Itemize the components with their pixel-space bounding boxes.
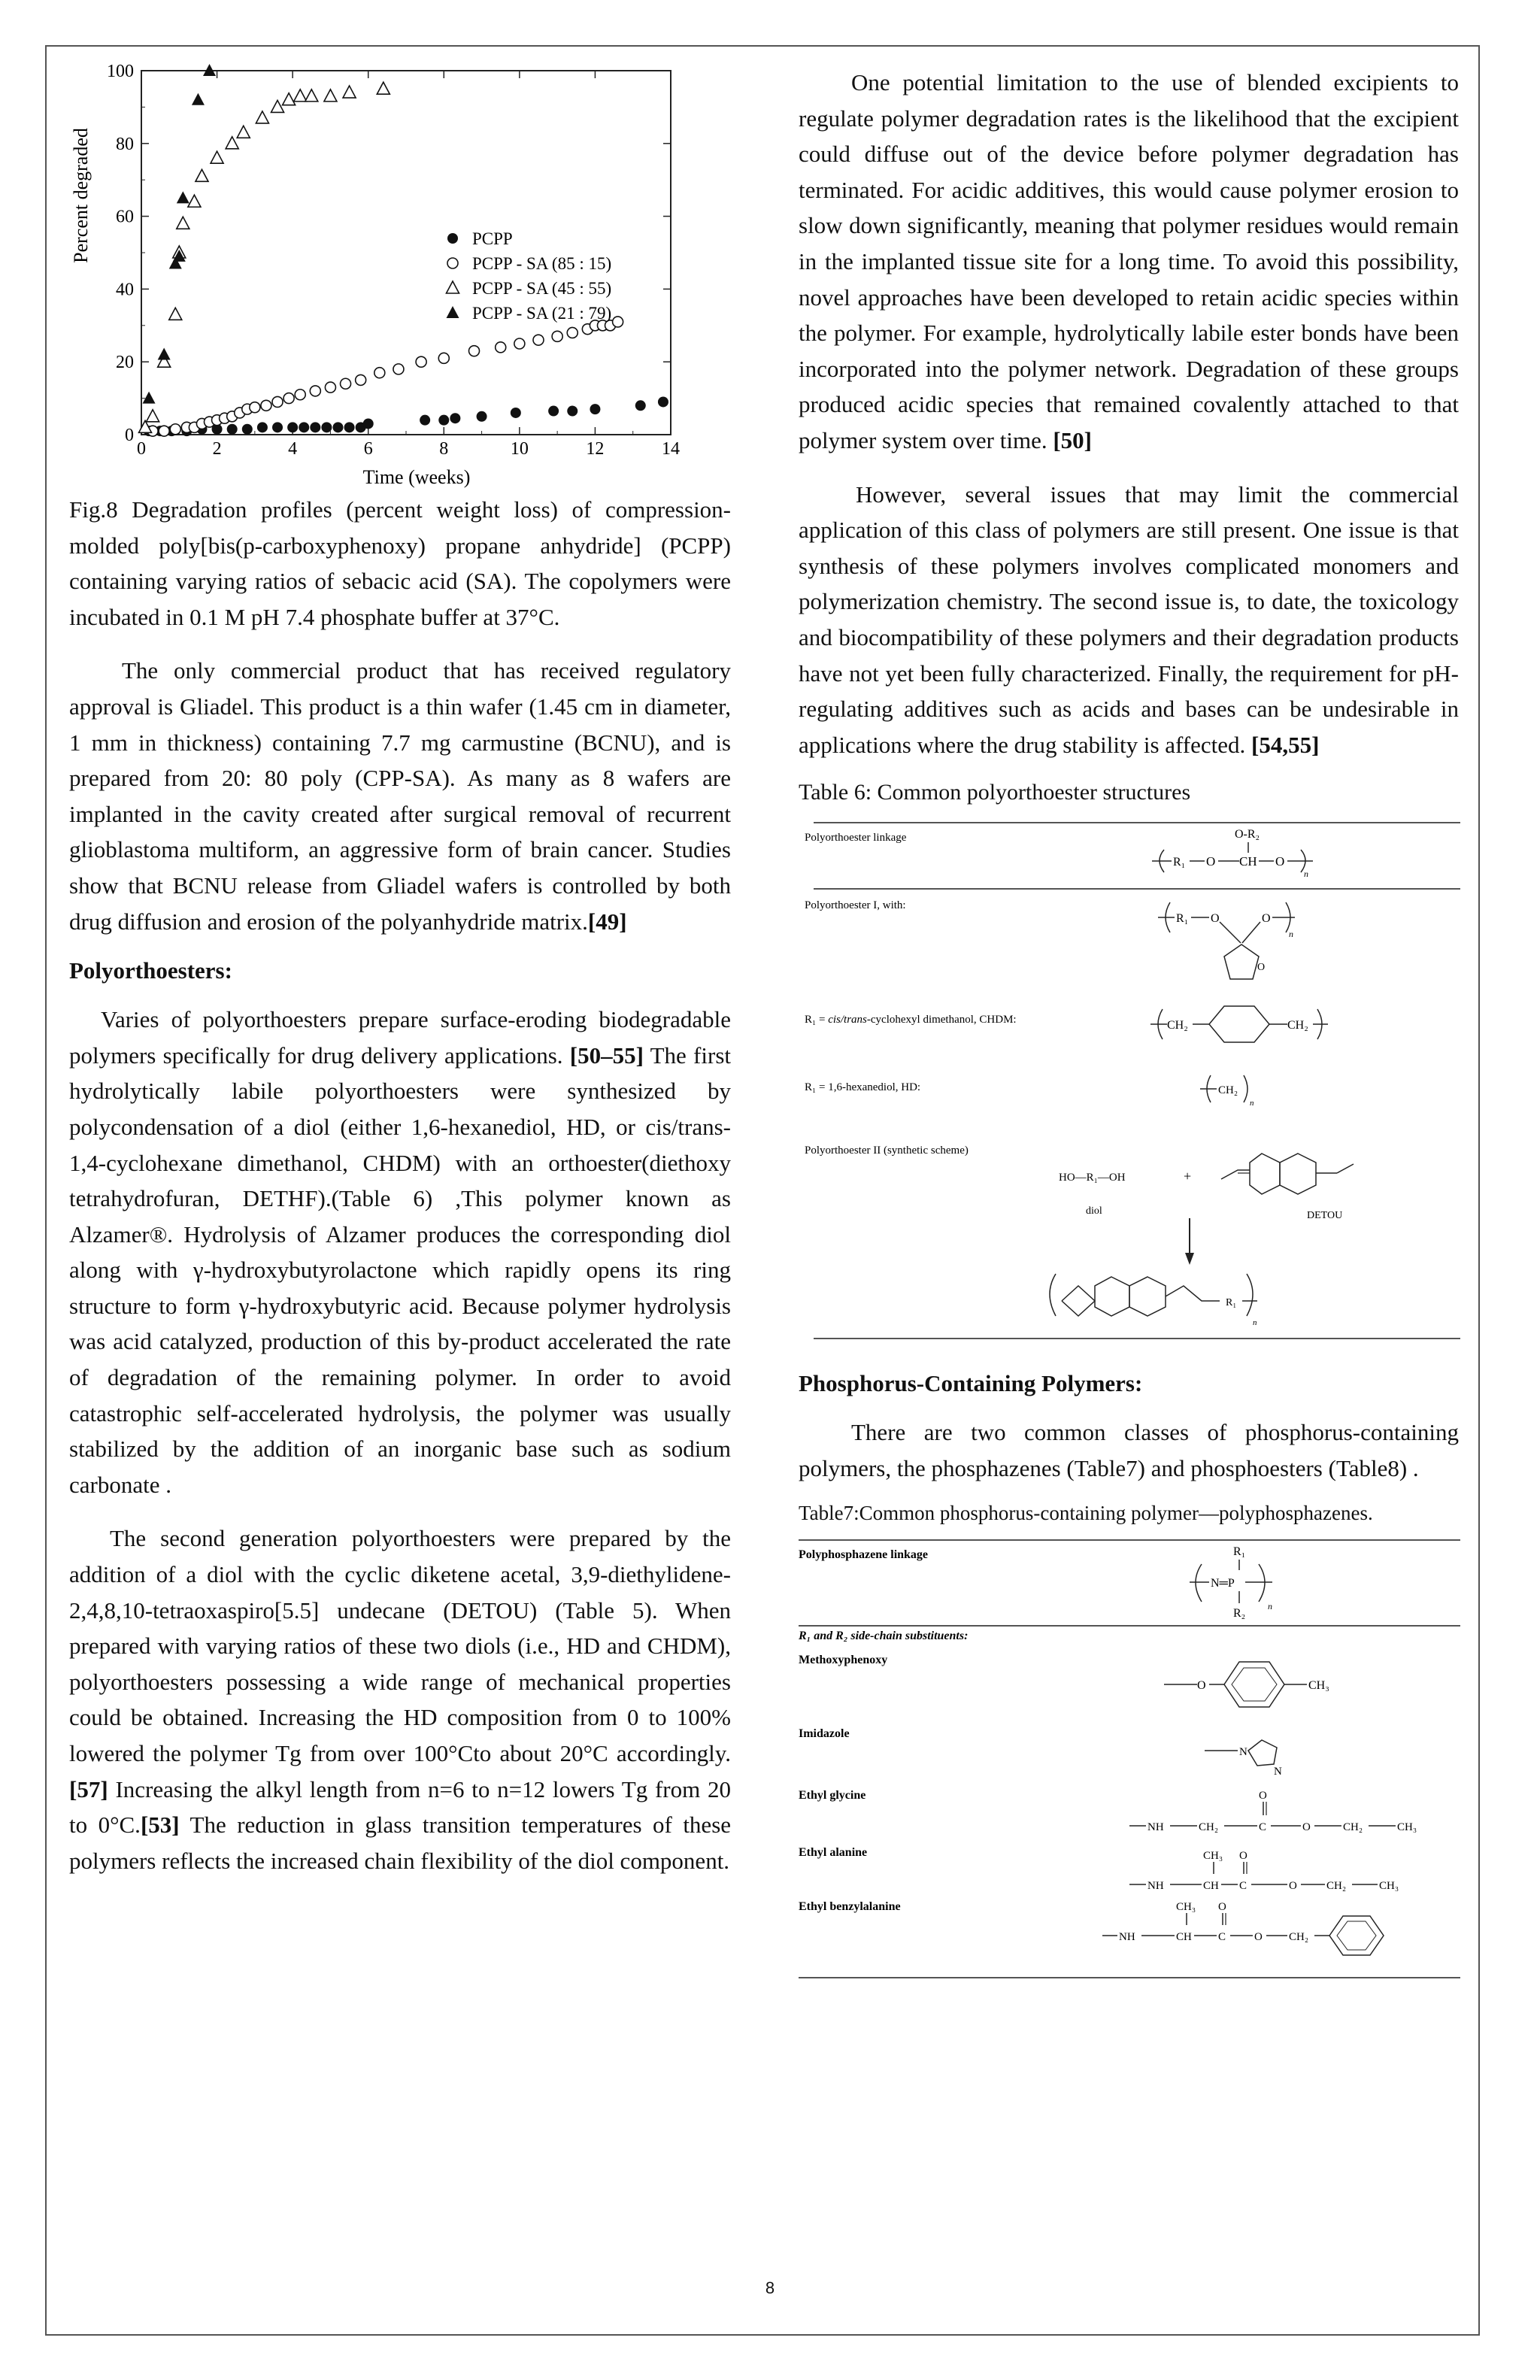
figure8-caption: Fig.8 Degradation profiles (percent weight loss) of compression-molded poly[bis(p-carboxyphenoxy) propane anhydride] (PCPP) containing varying ratios of sebacic acid (SA). The copolymers were incubated in 0.1 M pH 7.4 phosphate buffer at 37°C. xyxy=(69,496,731,630)
second-generation-paragraph xyxy=(69,1520,731,1878)
data-point xyxy=(393,364,404,374)
phz-n: n xyxy=(1268,1601,1272,1612)
poe1-o3: O xyxy=(1257,962,1266,974)
poe1-o2: O xyxy=(1262,912,1271,926)
poe2-product-n: n xyxy=(1253,1318,1257,1328)
data-point xyxy=(177,217,189,229)
legend-label: PCPP - SA (45 : 55) xyxy=(472,279,612,298)
data-point xyxy=(310,386,320,396)
citation-49: [49] xyxy=(587,908,627,935)
data-point xyxy=(567,406,578,417)
data-point xyxy=(227,424,238,435)
poe1-o1: O xyxy=(1211,912,1220,926)
poe1-r1: R₁ xyxy=(1176,912,1189,926)
data-point xyxy=(237,126,250,138)
data-point xyxy=(343,86,356,98)
phosphazene-linkage-structure xyxy=(1190,1545,1272,1620)
data-point xyxy=(438,353,449,363)
table6-row-chdm: R₁ = cis/trans-cyclohexyl dimethanol, CHDM: xyxy=(805,1014,1017,1026)
ea-ch2: CH₂ xyxy=(1326,1880,1347,1893)
table7-row-linkage: Polyphosphazene linkage xyxy=(799,1548,929,1562)
data-point xyxy=(147,410,159,422)
x-tick-label: 0 xyxy=(137,439,146,459)
eg-o: O xyxy=(1302,1821,1311,1834)
eg-ch2-a: CH₂ xyxy=(1199,1821,1219,1834)
data-point xyxy=(177,191,189,203)
y-tick-label: 20 xyxy=(116,353,134,373)
data-point xyxy=(271,100,284,112)
im-n1: N xyxy=(1239,1746,1247,1759)
phosphorus-heading: Phosphorus-Containing Polymers: xyxy=(799,1370,1143,1397)
limitation-text: One potential limitation to the use of blended excipients to regulate polymer degradation rates is the likelihood that the excipient could diffuse out of the device before polymer degradation has terminated. For acidic additives, this would cause polymer erosion to slow down significantly, meaning that polymer residues would remain in the implanted tissue site for a long time. To avoid this possibility, novel approaches have been developed to retain acidic species within the polymer. For example, hydrolytically labile ester bonds have been incorporated into the polymer network. Degradation of these groups produced acidic species that remained covalently attached to that polymer system over time. xyxy=(799,69,1459,453)
ea-o: O xyxy=(1289,1880,1297,1893)
y-tick-label: 0 xyxy=(125,426,134,445)
data-point xyxy=(438,415,449,426)
citation-50-55: [50–55] xyxy=(569,1041,644,1069)
data-point xyxy=(299,422,309,432)
table7-row-ethyl-benzylalanine: Ethyl benzylalanine xyxy=(799,1900,901,1914)
legend-label: PCPP - SA (85 : 15) xyxy=(472,254,612,273)
data-point xyxy=(514,338,525,349)
table7-row-ethyl-alanine: Ethyl alanine xyxy=(799,1846,868,1860)
data-point xyxy=(192,93,205,105)
limitation-paragraph xyxy=(799,65,1459,459)
ea-o-top: O xyxy=(1239,1850,1247,1863)
data-point xyxy=(363,418,374,429)
issues-text: However, several issues that may limit the commercial application of this class of polymers are still present. One issue is that synthesis of these polymers involves complicated monomers and polymerization chemistry. The second issue is, to date, the toxicology and biocompatibility of these polymers and their degradation products have not yet been fully characterized. Finally, the requirement for pH-regulating additives such as acids and bases can be undesirable in applications where the drug stability is affected. xyxy=(799,481,1459,758)
poe2-product-o-r1: R₁ xyxy=(1226,1297,1237,1309)
data-point xyxy=(377,82,390,94)
table6-row-poe2: Polyorthoester II (synthetic scheme) xyxy=(805,1145,969,1157)
data-point xyxy=(143,392,156,404)
hd-n: n xyxy=(1250,1099,1254,1108)
hd-ch2: CH₂ xyxy=(1218,1084,1238,1097)
ea-c: C xyxy=(1239,1880,1247,1893)
x-tick-label: 4 xyxy=(288,439,298,459)
data-point xyxy=(552,331,562,341)
data-point xyxy=(321,422,332,432)
ea-nh: NH xyxy=(1147,1880,1164,1893)
data-point xyxy=(283,393,294,404)
table6-row-poe1: Polyorthoester I, with: xyxy=(805,899,906,912)
table6-title: Table 6: Common polyorthoester structures xyxy=(799,780,1191,805)
data-point xyxy=(295,390,305,400)
legend-marker xyxy=(447,281,459,293)
legend-label: PCPP xyxy=(472,229,513,248)
data-point xyxy=(341,378,351,389)
data-point xyxy=(169,308,182,320)
linkage-r1: R₁ xyxy=(1173,856,1186,869)
x-tick-label: 6 xyxy=(363,439,373,459)
im-n2: N xyxy=(1274,1766,1282,1778)
second-gen-text-a: The second generation polyorthoesters were prepared by the addition of a diol with the cyclic diketene acetal, 3,9-diethylidene-2,4,8,10-tetraoxaspiro[5.5] undecane (DETOU) (Table 5). When prepared with varying ratios of these two diols (i.e., HD and CHDM), polyorthoesters possessing a wide range of mechanical properties could be obtained. Increasing the HD composition from 0 to 100% lowered the polymer Tg from over 100°Cto about 20°C accordingly. xyxy=(69,1525,731,1766)
data-point xyxy=(496,342,506,353)
data-point xyxy=(283,93,296,105)
x-tick-label: 10 xyxy=(510,439,529,459)
data-point xyxy=(294,89,307,102)
data-point xyxy=(242,424,253,435)
poe2-plus: + xyxy=(1184,1169,1192,1184)
eg-ch3: CH₃ xyxy=(1397,1821,1417,1834)
table7-row-ethyl-glycine: Ethyl glycine xyxy=(799,1789,866,1802)
data-point xyxy=(548,406,559,417)
linkage-o1: O xyxy=(1206,854,1216,869)
y-tick-label: 100 xyxy=(107,62,134,81)
ethyl-glycine-structure xyxy=(1129,1790,1417,1833)
page-number: 8 xyxy=(765,2278,775,2297)
citation-53: [53] xyxy=(140,1812,180,1839)
chart-legend xyxy=(447,229,612,323)
eb-ch3-top: CH₃ xyxy=(1176,1901,1196,1914)
data-point xyxy=(188,195,201,207)
imidazole-structure xyxy=(1205,1740,1282,1778)
data-point xyxy=(469,346,480,356)
table6-row-hd: R₁ = 1,6-hexanediol, HD: xyxy=(805,1081,921,1094)
data-point xyxy=(635,400,646,411)
citation-54-55: [54,55] xyxy=(1251,731,1320,758)
poe1-n: n xyxy=(1289,929,1293,940)
mp-o: O xyxy=(1197,1679,1206,1693)
data-point xyxy=(324,89,337,102)
data-point xyxy=(450,413,460,423)
data-point xyxy=(305,89,318,102)
poe2-detou: DETOU xyxy=(1307,1210,1343,1222)
y-tick-label: 40 xyxy=(116,280,134,300)
x-tick-label: 2 xyxy=(212,439,222,459)
second-gen-text-b: Increasing the alkyl length from n=6 to n=12 lowers Tg from 20 to 0°C. xyxy=(69,1775,732,1839)
polyorthoesters-text-b: The first hydrolytically labile polyorthoesters were synthesized by polycondensation of a diol (either 1,6-hexanediol, HD, or cis/trans-1,4-cyclohexane dimethanol, CHDM) with an orthoester(diethoxy tetrahydrofuran, DETHF).(Table 6) ,This polymer known as Alzamer®. Hydrolysis of Alzamer produces the corresponding diol along with γ-hydroxybutyrolactone which rapidly opens its ring structure to form γ-hydroxybutyric acid. Because polymer hydrolysis was acid catalyzed, production of this by-product accelerated the rate of degradation of the remaining polymer. In order to avoid catastrophic self-accelerated hydrolysis, the polymer was usually stabilized by the addition of an inorganic base such as sodium carbonate . xyxy=(69,1041,731,1498)
data-point xyxy=(256,111,268,123)
y-tick-label: 60 xyxy=(116,207,134,227)
ea-ch3: CH₃ xyxy=(1379,1880,1399,1893)
data-point xyxy=(590,404,600,414)
data-point xyxy=(416,356,426,367)
table7-title: Table7:Common phosphorus-containing polymer—polyphosphazenes. xyxy=(799,1502,1373,1525)
phz-r1: R₁ xyxy=(1233,1545,1246,1559)
table6 xyxy=(799,820,1460,1346)
poe2-diol-label: diol xyxy=(1086,1205,1102,1217)
data-point xyxy=(356,374,366,385)
ethyl-alanine-structure xyxy=(1129,1850,1399,1892)
data-point xyxy=(170,424,180,435)
chart-y-axis-label: Percent degraded xyxy=(70,128,92,263)
right-column xyxy=(799,60,1459,1988)
legend-label: PCPP - SA (21 : 79) xyxy=(472,304,612,323)
chart-axes xyxy=(141,71,671,435)
data-point xyxy=(533,335,544,345)
second-gen-text-c: The reduction in glass transition temperatures of these polymers reflects the increased chain flexibility of the diol component. xyxy=(69,1812,732,1874)
data-point xyxy=(272,396,283,407)
poe2-diol-formula: HO—R₁—OH xyxy=(1059,1172,1126,1184)
citation-50-b: [50] xyxy=(1053,426,1093,453)
data-point xyxy=(257,422,268,432)
chdm-structure xyxy=(1150,1006,1328,1042)
methoxyphenoxy-structure xyxy=(1164,1662,1329,1707)
linkage-or2: O-R₂ xyxy=(1235,828,1260,841)
eb-c: C xyxy=(1218,1931,1226,1944)
data-point xyxy=(250,402,260,413)
eg-o-top: O xyxy=(1259,1790,1267,1802)
x-tick-label: 14 xyxy=(662,439,680,459)
data-point xyxy=(567,327,578,338)
ethyl-benzylalanine-structure xyxy=(1102,1901,1384,1955)
data-point xyxy=(420,415,430,426)
eb-o: O xyxy=(1254,1931,1263,1944)
data-point xyxy=(332,422,343,432)
data-point xyxy=(211,151,223,163)
gliadel-paragraph xyxy=(69,653,731,939)
mp-ch3: CH₃ xyxy=(1308,1679,1329,1693)
eb-ch: CH xyxy=(1176,1931,1192,1944)
gliadel-paragraph-text: The only commercial product that has received regulatory approval is Gliadel. This product is a thin wafer (1.45 cm in diameter, 1 mm in thickness) containing 7.7 mg carmustine (BCNU), and is prepared from 20: 80 poly (CPP-SA). As many as 8 wafers are implanted in the cavity created after surgical removal of recurrent glioblastoma multiform, an aggressive form of brain cancer. Studies show that BCNU release from Gliadel wafers is controlled by both drug diffusion and erosion of the polyanhydride matrix. xyxy=(69,657,731,935)
series-3 xyxy=(143,64,216,404)
data-point xyxy=(325,382,335,393)
polyorthoesters-text-a: Varies of polyorthoesters prepare surface-eroding biodegradable polymers specifically for drug delivery applications. xyxy=(69,1006,731,1069)
data-point xyxy=(613,317,623,327)
chart-x-axis-label: Time (weeks) xyxy=(362,466,471,488)
citation-57: [57] xyxy=(69,1775,108,1802)
poe1-structure xyxy=(1158,902,1295,979)
data-point xyxy=(261,400,271,411)
phz-n-eq-p: N═P xyxy=(1211,1577,1235,1590)
data-point xyxy=(374,368,385,378)
data-point xyxy=(226,137,238,149)
table7 xyxy=(799,1537,1460,1988)
hd-structure xyxy=(1200,1075,1254,1108)
chdm-ch2-a: CH₂ xyxy=(1167,1019,1188,1032)
legend-marker xyxy=(447,306,459,318)
data-point xyxy=(158,348,171,360)
phz-r2: R₂ xyxy=(1233,1607,1246,1621)
linkage-ch: CH xyxy=(1239,854,1257,869)
chart-marks xyxy=(139,64,668,436)
data-point xyxy=(658,396,668,407)
ea-ch: CH xyxy=(1203,1880,1219,1893)
phosphorus-paragraph: There are two common classes of phosphorus-containing polymers, the phosphazenes (Table7) and phosphoesters (Table8) . xyxy=(799,1419,1459,1481)
eg-c: C xyxy=(1259,1821,1267,1834)
eg-nh: NH xyxy=(1147,1821,1164,1834)
data-point xyxy=(272,422,283,432)
table7-row-imidazole: Imidazole xyxy=(799,1727,850,1741)
data-point xyxy=(159,426,169,436)
series-1 xyxy=(147,317,623,436)
table7-row-sidechains: R₁ and R₂ side-chain substituents: xyxy=(799,1630,969,1643)
y-tick-label: 80 xyxy=(116,134,134,154)
eb-o-top: O xyxy=(1218,1901,1226,1914)
table7-row-methoxyphenoxy: Methoxyphenoxy xyxy=(799,1654,888,1667)
eb-ch2: CH₂ xyxy=(1289,1931,1309,1944)
chart-plot-frame xyxy=(141,71,671,435)
polyorthoesters-heading: Polyorthoesters: xyxy=(69,957,232,984)
eg-ch2-b: CH₂ xyxy=(1343,1821,1363,1834)
ea-ch3-top: CH₃ xyxy=(1203,1850,1223,1863)
data-point xyxy=(310,422,320,432)
linkage-n: n xyxy=(1304,869,1308,880)
degradation-chart xyxy=(69,60,731,489)
legend-marker xyxy=(447,233,458,244)
x-tick-label: 12 xyxy=(586,439,605,459)
chdm-ch2-b: CH₂ xyxy=(1287,1019,1308,1032)
left-column xyxy=(69,60,731,1878)
data-point xyxy=(477,411,487,422)
eb-nh: NH xyxy=(1119,1931,1135,1944)
table6-row-linkage: Polyorthoester linkage xyxy=(805,832,907,844)
poe2-scheme xyxy=(1050,1154,1354,1327)
issues-paragraph xyxy=(799,477,1459,763)
legend-marker xyxy=(447,258,458,268)
orthoester-linkage-structure xyxy=(1152,828,1313,879)
linkage-o2: O xyxy=(1275,854,1285,869)
data-point xyxy=(287,422,298,432)
data-point xyxy=(511,408,521,418)
x-tick-label: 8 xyxy=(439,439,449,459)
data-point xyxy=(196,169,208,181)
data-point xyxy=(344,422,355,432)
polyorthoesters-paragraph xyxy=(69,1002,731,1502)
